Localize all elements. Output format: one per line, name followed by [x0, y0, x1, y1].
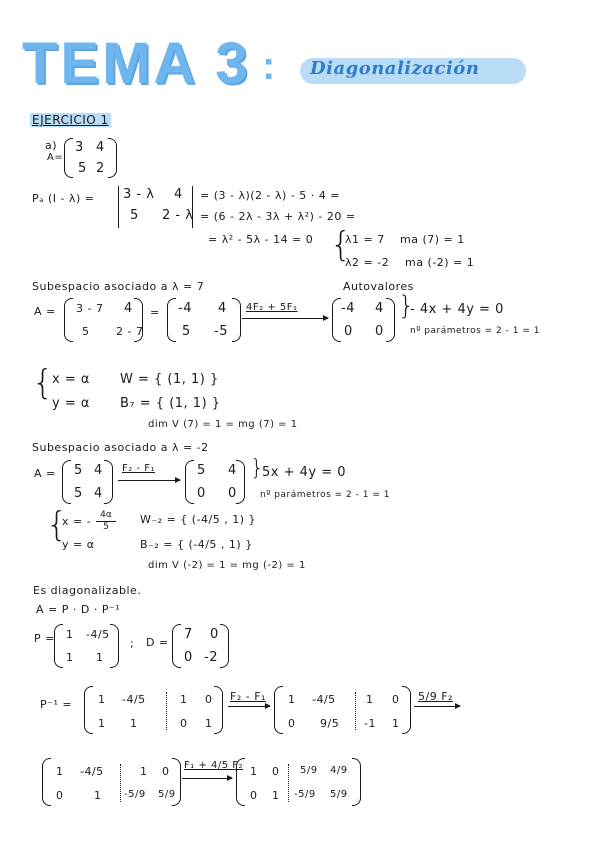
- diagonalizable-statement: Es diagonalizable.: [33, 584, 142, 597]
- paren-left: [167, 298, 176, 342]
- equals-sign: =: [150, 306, 160, 319]
- fraction: [96, 511, 116, 532]
- paren-right: [220, 624, 229, 668]
- row-operation: 5/9 F₂: [418, 690, 453, 703]
- paren-right: [104, 460, 113, 504]
- paren-left: [64, 298, 73, 342]
- matrix-cell: 1: [66, 628, 74, 641]
- page-subtitle: Diagonalización: [310, 58, 480, 79]
- paren-left: [236, 758, 245, 806]
- paren-right: [386, 298, 395, 342]
- matrix-cell: 0: [272, 765, 280, 778]
- param-x: x = α: [52, 372, 90, 387]
- linear-system: - 4x + 4y = 0: [410, 302, 504, 317]
- matrix-cell: 0: [375, 324, 384, 339]
- root: λ1 = 7: [345, 233, 385, 246]
- matrix-cell: 1: [392, 717, 400, 730]
- solution-brace: {: [46, 505, 68, 545]
- system-brace: }: [250, 456, 264, 481]
- matrix-cell: -4: [178, 301, 192, 316]
- system-brace: }: [398, 291, 415, 321]
- matrix-cell: -4/5: [122, 693, 146, 706]
- matrix-cell: 5/9: [158, 789, 176, 800]
- paren-right: [172, 758, 181, 806]
- matrix-cell: 4: [124, 301, 133, 316]
- matrix-cell: 0: [162, 765, 170, 778]
- dimension-line: dim V (7) = 1 = mg (7) = 1: [148, 419, 298, 430]
- matrix-cell: 1: [205, 717, 213, 730]
- paren-left: [332, 298, 341, 342]
- page-title: TEMA 3: [22, 31, 251, 96]
- separator: ;: [130, 637, 135, 650]
- det-bar-left: [118, 186, 119, 228]
- charpoly-line: = λ² - 5λ - 14 = 0: [208, 233, 314, 246]
- paren-right: [352, 758, 361, 806]
- matrix-cell: -2: [204, 650, 218, 665]
- p-inverse-label: P⁻¹ =: [40, 698, 73, 711]
- matrix-cell: -4: [341, 301, 355, 316]
- matrix-cell: 1: [250, 765, 258, 778]
- charpoly-line: = (6 - 2λ - 3λ + λ²) - 20 =: [200, 210, 356, 223]
- matrix-cell: 0: [210, 627, 219, 642]
- matrix-cell: -5/9: [124, 789, 146, 800]
- paren-left: [54, 624, 63, 668]
- matrix-cell: 5: [74, 486, 83, 501]
- paren-left: [185, 460, 194, 504]
- dimension-line: dim V (-2) = 1 = mg (-2) = 1: [148, 560, 306, 571]
- matrix-cell: 3 - 7: [76, 302, 104, 315]
- linear-system: 5x + 4y = 0: [262, 465, 347, 480]
- matrix-cell: 5: [182, 324, 191, 339]
- matrix-cell: 5: [74, 463, 83, 478]
- matrix-cell: 2 - 7: [116, 325, 144, 338]
- param-y: y = α: [52, 396, 90, 411]
- fraction-denominator: 5: [103, 522, 109, 532]
- matrix-cell: 5: [197, 463, 206, 478]
- charpoly-lhs: Pₐ (I - λ) =: [32, 192, 95, 205]
- matrix-cell: -4/5: [80, 765, 104, 778]
- paren-left: [42, 758, 51, 806]
- matrix-cell: -5/9: [294, 789, 316, 800]
- matrix-cell: 1: [98, 717, 106, 730]
- matrix-cell: 1: [94, 789, 102, 802]
- matrix-cell: 7: [184, 627, 193, 642]
- matrix-cell: 1: [66, 651, 74, 664]
- roots-brace: {: [330, 225, 352, 265]
- matrix-cell: 0: [56, 789, 64, 802]
- matrix-cell: -4/5: [312, 693, 336, 706]
- matrix-cell: 1: [180, 693, 188, 706]
- matrix-cell: 0: [288, 717, 296, 730]
- matrix-cell: 1: [140, 765, 148, 778]
- p-label: P =: [34, 632, 55, 645]
- fraction-numerator: 4α: [100, 510, 112, 520]
- row-operation: 4F₂ + 5F₁: [246, 302, 298, 313]
- augment-bar: [288, 764, 289, 802]
- matrix-a-cell: 5: [78, 161, 87, 176]
- root-multiplicity: ma (-2) = 1: [405, 256, 475, 269]
- paren-left: [62, 460, 71, 504]
- matrix-cell: 4: [228, 463, 237, 478]
- autovalores-note: Autovalores: [343, 280, 414, 293]
- param-count: nº parámetros = 2 - 1 = 1: [260, 490, 390, 500]
- matrix-cell: -5: [214, 324, 228, 339]
- det-cell: 3 - λ: [123, 187, 155, 202]
- row-operation: F₂ - F₁: [122, 463, 155, 474]
- paren-right: [232, 298, 241, 342]
- subspace-heading: Subespacio asociado a λ = 7: [32, 280, 205, 293]
- matrix-cell: -1: [364, 717, 376, 730]
- det-cell: 5: [130, 208, 139, 223]
- matrix-cell: 0: [205, 693, 213, 706]
- param-y: y = α: [62, 538, 95, 551]
- matrix-cell: 0: [250, 789, 258, 802]
- arrow: [228, 706, 270, 707]
- matrix-a-cell: 2: [96, 161, 105, 176]
- matrix-cell: 1: [98, 693, 106, 706]
- paren-right: [236, 460, 245, 504]
- matrix-a-cell: 3: [75, 140, 84, 155]
- matrix-cell: 1: [96, 651, 104, 664]
- eigenspace-basis: B₋₂ = { (-4/5 , 1) }: [140, 538, 253, 551]
- augment-bar: [355, 692, 356, 730]
- section-heading: EJERCICIO 1: [32, 113, 109, 127]
- eigenspace-w: W₋₂ = { (-4/5 , 1) }: [140, 513, 257, 526]
- matrix-cell: 1: [366, 693, 374, 706]
- a-equals: A =: [34, 305, 56, 318]
- param-x-prefix: x = -: [62, 515, 92, 528]
- matrix-cell: 4/9: [330, 765, 348, 776]
- matrix-cell: 4: [218, 301, 227, 316]
- row-operation: F₁ + 4/5 F₂: [184, 760, 244, 771]
- solution-brace: {: [32, 363, 54, 403]
- eigenspace-w: W = { (1, 1) }: [120, 372, 219, 387]
- det-bar-right: [192, 186, 193, 228]
- det-cell: 2 - λ: [162, 208, 194, 223]
- matrix-cell: 0: [180, 717, 188, 730]
- a-equals: A =: [34, 467, 56, 480]
- matrix-cell: 0: [228, 486, 237, 501]
- arrow: [242, 318, 328, 319]
- matrix-a-label: A=: [47, 152, 64, 163]
- matrix-cell: 5: [82, 325, 90, 338]
- charpoly-line: = (3 - λ)(2 - λ) - 5 · 4 =: [200, 189, 340, 202]
- matrix-a-paren-right: [108, 138, 117, 178]
- augment-bar: [166, 692, 167, 730]
- matrix-a-paren-left: [64, 138, 73, 178]
- augment-bar: [120, 764, 121, 802]
- matrix-cell: 1: [56, 765, 64, 778]
- title-colon: :: [262, 44, 276, 88]
- paren-right: [402, 686, 411, 734]
- matrix-cell: 0: [344, 324, 353, 339]
- paren-right: [110, 624, 119, 668]
- matrix-cell: 5/9: [330, 789, 348, 800]
- det-cell: 4: [174, 187, 183, 202]
- paren-left: [84, 686, 93, 734]
- matrix-cell: 1: [130, 717, 138, 730]
- subspace-heading: Subespacio asociado a λ = -2: [32, 441, 209, 454]
- matrix-cell: 1: [288, 693, 296, 706]
- matrix-cell: 4: [375, 301, 384, 316]
- eigenspace-basis: B₇ = { (1, 1) }: [120, 396, 221, 411]
- param-count: nº parámetros = 2 - 1 = 1: [410, 326, 540, 336]
- matrix-cell: 0: [184, 650, 193, 665]
- matrix-cell: 4: [94, 463, 103, 478]
- matrix-a-cell: 4: [96, 140, 105, 155]
- root-multiplicity: ma (7) = 1: [400, 233, 465, 246]
- matrix-cell: 5/9: [300, 765, 318, 776]
- arrow: [118, 480, 180, 481]
- paren-right: [134, 298, 143, 342]
- matrix-cell: 0: [392, 693, 400, 706]
- matrix-cell: 1: [272, 789, 280, 802]
- arrow: [414, 706, 460, 707]
- diagonal-formula: A = P · D · P⁻¹: [36, 603, 121, 616]
- arrow: [182, 778, 232, 779]
- matrix-cell: 9/5: [320, 717, 340, 730]
- paren-right: [214, 686, 223, 734]
- paren-left: [172, 624, 181, 668]
- row-operation: F₂ - F₁: [230, 690, 266, 703]
- matrix-cell: 0: [197, 486, 206, 501]
- part-label: a): [45, 139, 58, 152]
- matrix-cell: 4: [94, 486, 103, 501]
- paren-left: [274, 686, 283, 734]
- root: λ2 = -2: [345, 256, 390, 269]
- matrix-cell: -4/5: [86, 628, 110, 641]
- d-label: D =: [146, 636, 169, 649]
